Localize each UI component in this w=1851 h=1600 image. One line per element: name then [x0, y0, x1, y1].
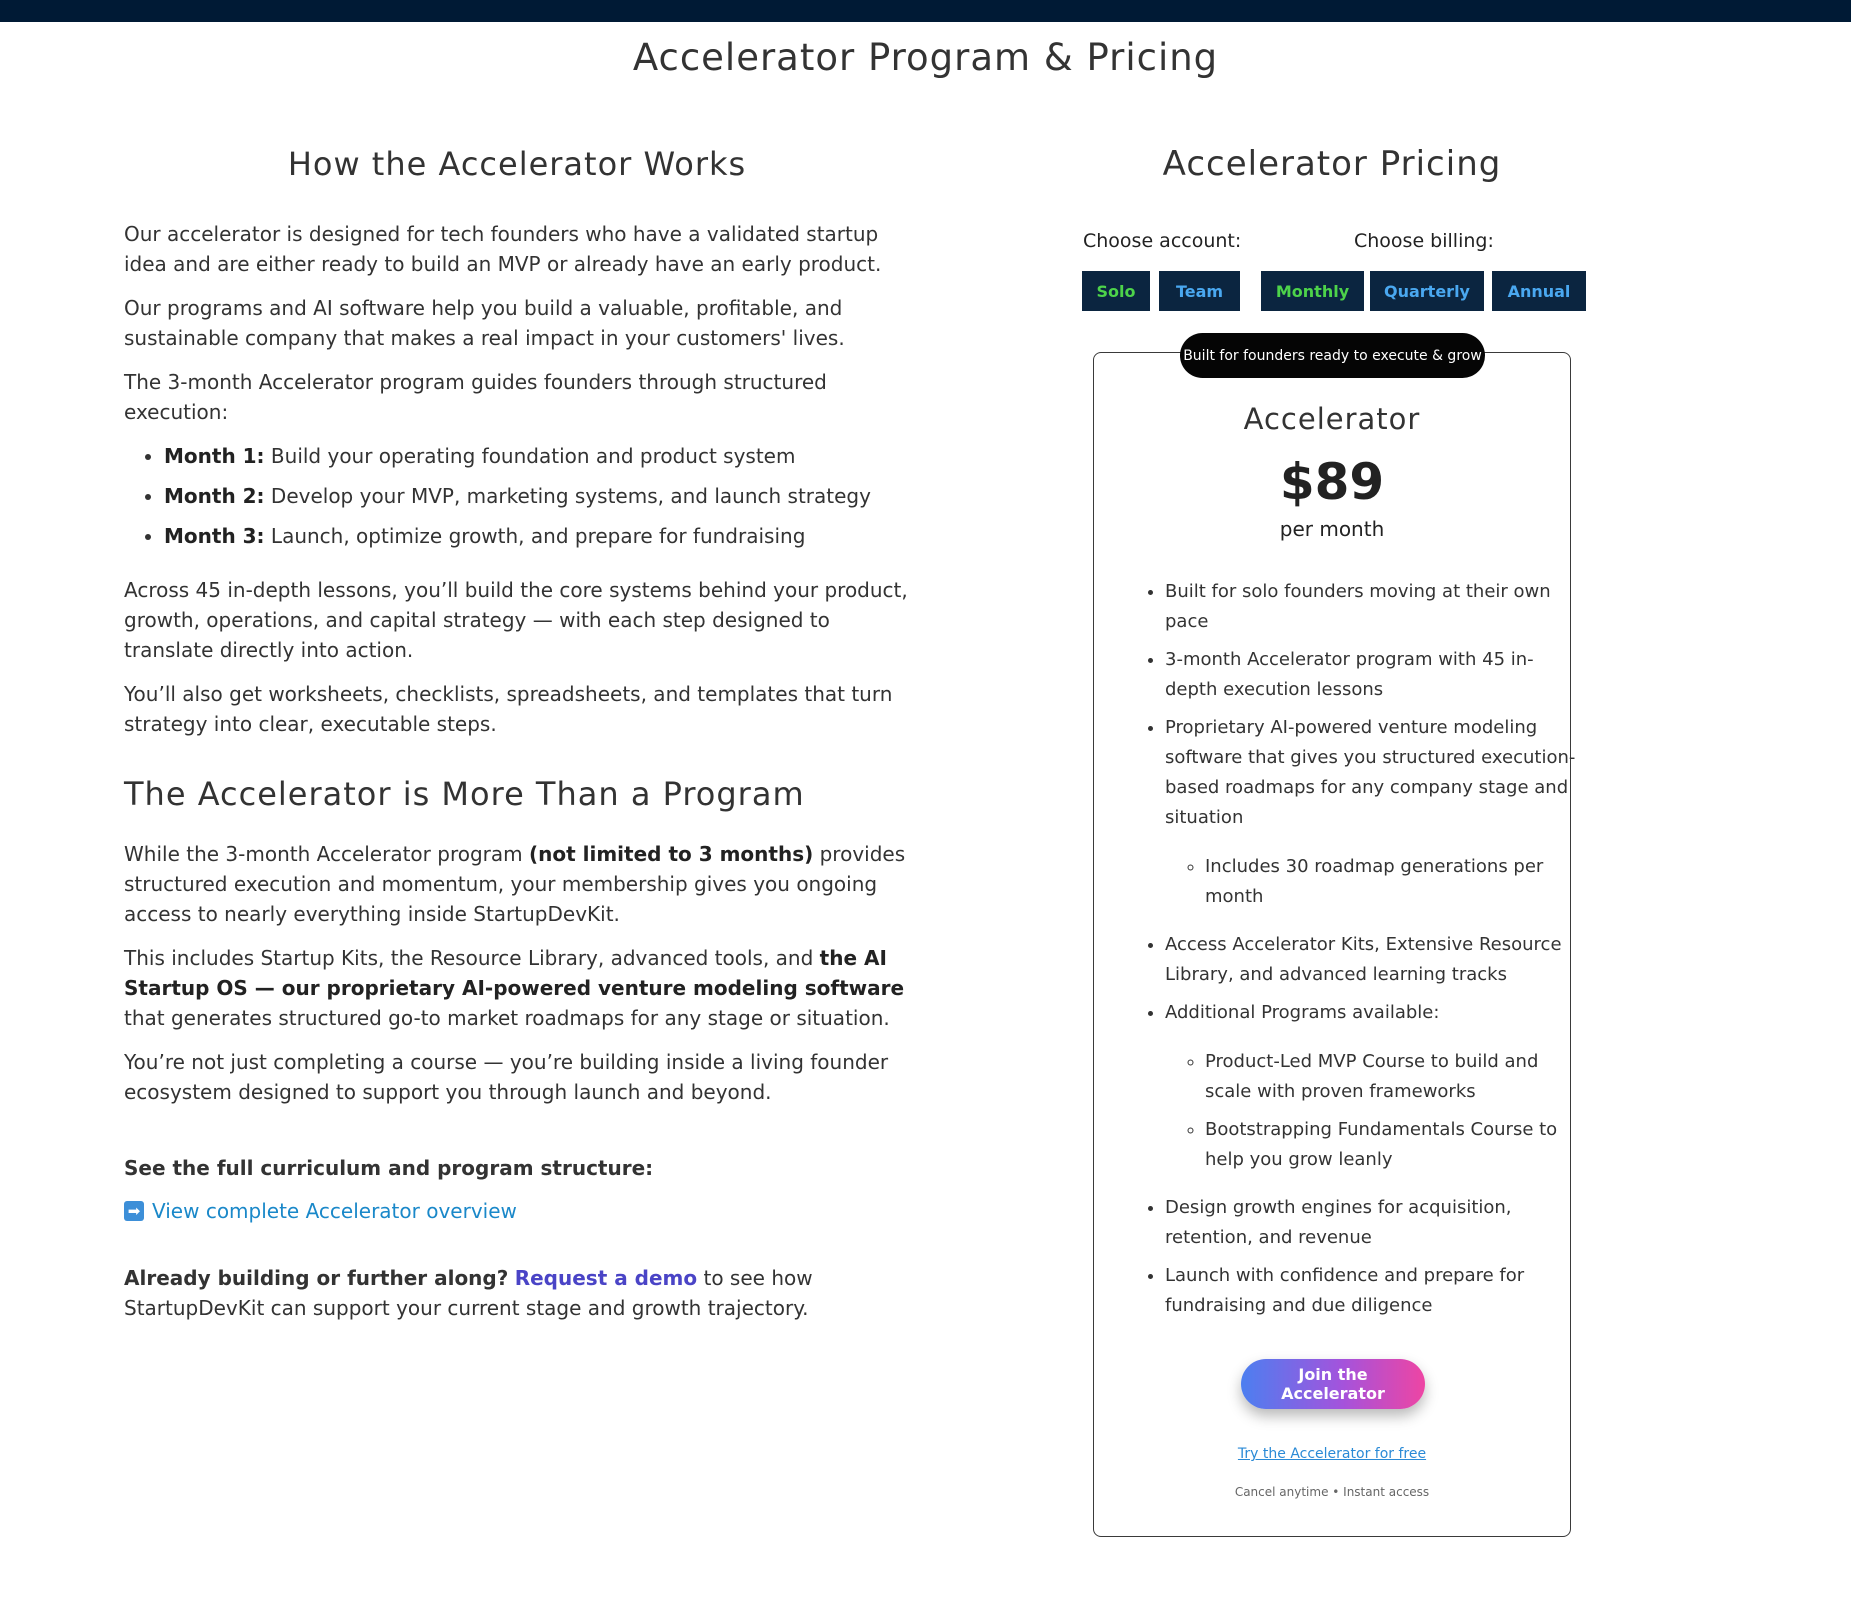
text-span: that generates structured go-to market roadmaps for any stage or situation. [124, 1006, 890, 1030]
worksheets-paragraph: You’ll also get worksheets, checklists, spreadsheets, and templates that turn strategy into clear, executable steps. [124, 682, 893, 736]
list-item: • Access Accelerator Kits, Extensive Resource Library, and advanced learning tracks [1165, 930, 1585, 990]
page-title: Accelerator Program & Pricing [632, 36, 1219, 79]
program-description [124, 145, 910, 1337]
feature-list [1120, 577, 1585, 1329]
list-item: • Built for solo founders moving at their own pace [1165, 577, 1585, 637]
price-period: per month [1279, 517, 1385, 541]
intro-paragraph-2: Our programs and AI software help you build a valuable, profitable, and sustainable company that makes a real impact in your customers' lives. [124, 296, 845, 350]
billing-monthly-button[interactable]: Monthly [1261, 271, 1364, 311]
choose-billing-label: Choose billing: [1354, 230, 1494, 252]
text-span: This includes Startup Kits, the Resource Library, advanced tools, and [124, 946, 820, 970]
list-item: • Launch with confidence and prepare for fundraising and due diligence [1165, 1261, 1585, 1321]
bold-text: (not limited to 3 months) [528, 842, 814, 866]
pricing-card [1093, 352, 1576, 1537]
top-nav-bar [0, 0, 1851, 22]
overview-link[interactable] [124, 1199, 517, 1223]
month-label: Month 3: [164, 524, 265, 548]
month-text: Develop your MVP, marketing systems, and launch strategy [264, 484, 871, 508]
list-item [164, 521, 910, 551]
intro-paragraph-3: The 3-month Accelerator program guides founders through structured execution: [124, 370, 827, 424]
list-item [1165, 998, 1585, 1175]
join-accelerator-button[interactable]: Join the Accelerator [1241, 1359, 1425, 1409]
try-free-link[interactable]: Try the Accelerator for free [1237, 1446, 1427, 1462]
cancel-note: Cancel anytime • Instant access [1234, 1485, 1430, 1499]
curriculum-heading: See the full curriculum and program structure: [124, 1156, 654, 1180]
intro-paragraph-1: Our accelerator is designed for tech founders who have a validated startup idea and are either ready to build an MVP or already have an early product. [124, 222, 882, 276]
month-list [124, 441, 910, 551]
demo-note [124, 1263, 910, 1323]
list-item [1165, 713, 1585, 912]
billing-annual-button[interactable]: Annual [1492, 271, 1586, 311]
list-item: ◦ Product-Led MVP Course to build and scale with proven frameworks [1205, 1047, 1585, 1107]
overview-link-label: View complete Accelerator overview [152, 1199, 517, 1223]
text-span: provides structured execution and momentum, your membership gives you ongoing access to nearly everything inside StartupDevKit. [124, 842, 906, 926]
list-item [164, 441, 910, 471]
sub-feature-list [1165, 1047, 1585, 1175]
bold-text: Already building or further along? [124, 1266, 509, 1290]
arrow-right-icon: ➡ [124, 1201, 144, 1221]
billing-quarterly-button[interactable]: Quarterly [1370, 271, 1484, 311]
lessons-paragraph: Across 45 in-depth lessons, you’ll build the core systems behind your product, growth, operations, and capital strategy — with each step designed to translate directly into action. [124, 578, 908, 662]
account-team-button[interactable]: Team [1159, 271, 1240, 311]
list-item: ◦ Includes 30 roadmap generations per month [1205, 852, 1585, 912]
list-item: ◦ Bootstrapping Fundamentals Course to help you grow leanly [1205, 1115, 1585, 1175]
list-item: • 3-month Accelerator program with 45 in-depth execution lessons [1165, 645, 1585, 705]
sub-feature-list [1165, 852, 1585, 912]
request-demo-link[interactable]: Request a demo [514, 1266, 698, 1290]
month-text: Launch, optimize growth, and prepare for fundraising [264, 524, 806, 548]
account-solo-button[interactable]: Solo [1082, 271, 1150, 311]
membership-paragraph [124, 839, 910, 929]
bold-text: the AI Startup OS — our proprietary AI-powered venture modeling software [124, 946, 905, 1000]
plan-badge: Built for founders ready to execute & grow [1180, 333, 1485, 378]
ecosystem-paragraph: You’re not just completing a course — you’re building inside a living founder ecosystem designed to support you through launch and beyond. [124, 1050, 889, 1104]
month-label: Month 2: [164, 484, 265, 508]
pricing-heading: Accelerator Pricing [1162, 144, 1502, 184]
list-item: • Design growth engines for acquisition, retention, and revenue [1165, 1193, 1585, 1253]
text-span: to see how StartupDevKit can support your current stage and growth trajectory. [124, 1266, 813, 1320]
month-text: Build your operating foundation and product system [264, 444, 796, 468]
feature-text: Proprietary AI-powered venture modeling software that gives you structured execution-based roadmaps for any company stage and situation [1165, 717, 1576, 828]
choose-account-label: Choose account: [1083, 230, 1242, 252]
more-than-program-heading: The Accelerator is More Than a Program [124, 775, 805, 813]
plan-price: $89 [1279, 453, 1385, 511]
feature-text: Additional Programs available: [1165, 1002, 1440, 1023]
plan-name: Accelerator [1243, 402, 1421, 436]
list-item [164, 481, 910, 511]
month-label: Month 1: [164, 444, 265, 468]
includes-paragraph [124, 943, 910, 1033]
how-it-works-heading: How the Accelerator Works [287, 145, 747, 183]
text-span: While the 3-month Accelerator program [124, 842, 529, 866]
